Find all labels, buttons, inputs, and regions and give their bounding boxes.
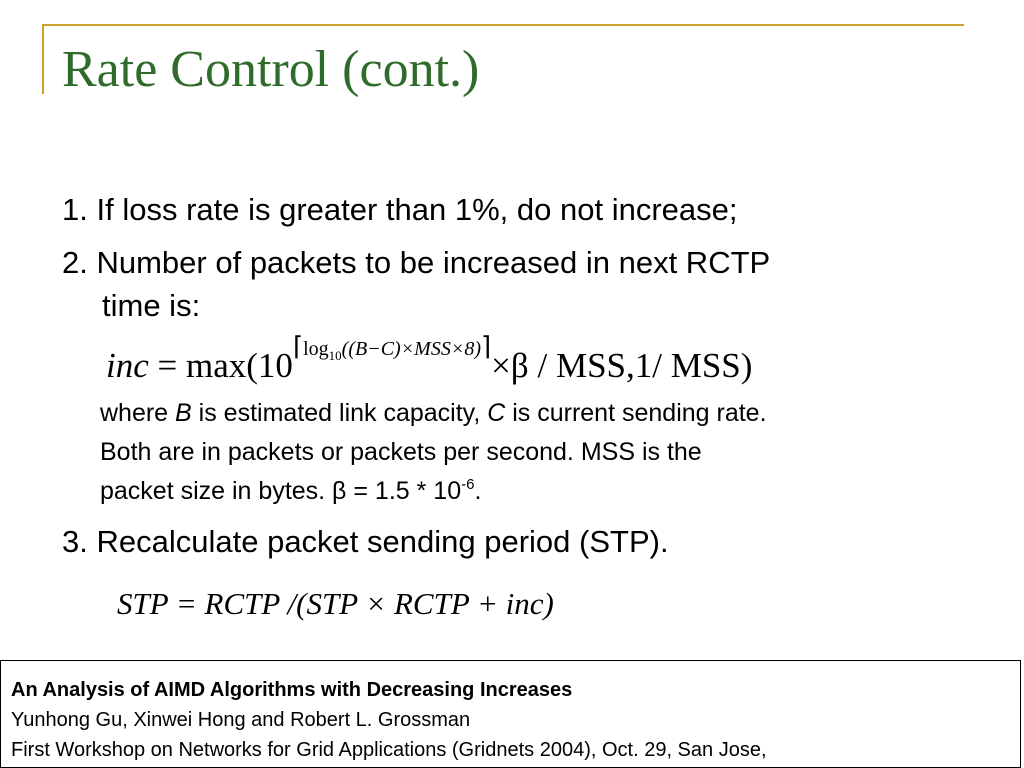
note-line-1 xyxy=(100,394,767,433)
formula-rest: ×β / MSS,1/ MSS) xyxy=(491,346,753,385)
list-item-3 xyxy=(62,520,669,564)
title-rule-vertical xyxy=(42,24,44,94)
formula-exponent-log: log xyxy=(303,338,329,360)
list-item-2-continuation: time is: xyxy=(102,288,201,323)
list-item-text: If loss rate is greater than 1%, do not increase; xyxy=(96,192,738,227)
reference-box xyxy=(0,660,1021,768)
note-var-c: C xyxy=(487,399,506,427)
formula-exponent-arg: ((B−C)×MSS×8) xyxy=(341,338,482,360)
note-var-b: B xyxy=(175,399,192,427)
list-item-text: Recalculate packet sending period (STP). xyxy=(96,524,669,559)
list-item-number: 2. xyxy=(62,245,88,280)
title-rule-horizontal xyxy=(42,24,964,26)
list-item-number: 1. xyxy=(62,192,88,227)
note-line-2: Both are in packets or packets per second. MSS is the xyxy=(100,438,702,466)
note-text: is estimated link capacity, xyxy=(191,399,488,427)
reference-authors: Yunhong Gu, Xinwei Hong and Robert L. Grossman xyxy=(11,709,471,731)
list-item-text: Number of packets to be increased in next RCTP xyxy=(96,245,771,280)
formula-func: max(10 xyxy=(186,346,293,385)
reference-venue: First Workshop on Networks for Grid Applications (Gridnets 2004), Oct. 29, San Jose, xyxy=(11,739,767,761)
formula-stp: STP = RCTP /(STP × RCTP + inc) xyxy=(117,586,554,621)
formula-lhs: inc xyxy=(106,346,149,385)
reference-title: An Analysis of AIMD Algorithms with Decreasing Increases xyxy=(11,679,573,701)
note-text: where xyxy=(100,399,176,427)
note-text: is current sending rate. xyxy=(505,399,767,427)
formula-exponent-log-base: 10 xyxy=(328,348,342,363)
note-text: . xyxy=(474,477,482,505)
formula-equals: = xyxy=(157,346,178,385)
list-item-1 xyxy=(62,188,738,232)
list-item-2 xyxy=(62,241,770,285)
list-item-number: 3. xyxy=(62,524,88,559)
note-text: packet size in bytes. β = 1.5 * 10 xyxy=(100,477,462,505)
formula-inc xyxy=(106,332,753,385)
note-exponent: -6 xyxy=(461,476,475,493)
note-line-3 xyxy=(100,472,481,511)
slide-title: Rate Control (cont.) xyxy=(62,41,480,98)
formula-exponent: $⌈\log_{10}((B-C)\times MSS\times 8)⌉$ xyxy=(292,332,492,363)
